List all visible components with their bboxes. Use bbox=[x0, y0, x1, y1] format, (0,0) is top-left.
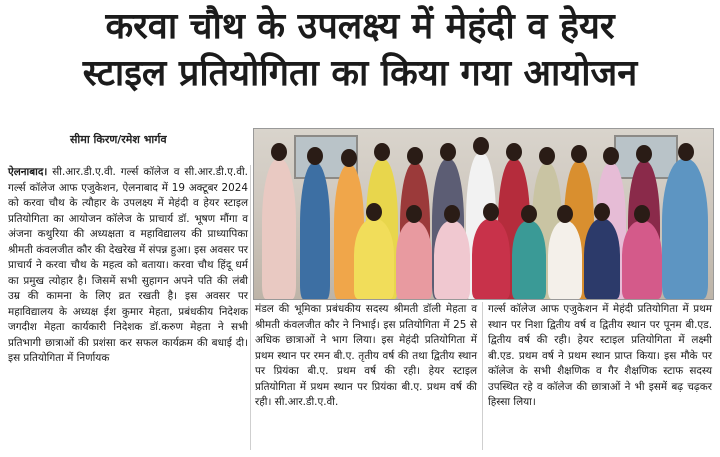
photo-person-head bbox=[406, 205, 422, 223]
column-divider bbox=[482, 302, 483, 450]
photo-person-head bbox=[473, 137, 489, 155]
photo-person-head bbox=[521, 205, 537, 223]
photo-person bbox=[512, 221, 546, 299]
photo-person-head bbox=[571, 145, 587, 163]
photo-person-head bbox=[594, 203, 610, 221]
headline bbox=[0, 4, 720, 98]
photo-person-head bbox=[307, 147, 323, 165]
photo-person bbox=[434, 221, 470, 299]
article-column-1 bbox=[8, 165, 248, 367]
photo-person-head bbox=[341, 149, 357, 167]
photo-person bbox=[300, 163, 330, 299]
photo-person-head bbox=[678, 143, 694, 161]
photo-person-head bbox=[506, 143, 522, 161]
photo-person-head bbox=[634, 205, 650, 223]
byline: सीमा किरण/रमेश भार्गव bbox=[70, 133, 167, 146]
photo-person bbox=[584, 219, 620, 299]
photo-person-head bbox=[444, 205, 460, 223]
photo-person bbox=[262, 159, 296, 299]
article-column-3: गर्ल्स कॉलेज आफ एजुकेशन में मेहंदी प्रतियोगिता में प्रथम स्थान पर निशा द्वितीय वर्ष व द्वितीय स्थान पर पूनम बी.एड. द्वितीय वर्ष की रही। हेयर स्टाइल प्रतियोगिता में लक्ष्मी बी.एड. प्रथम वर्ष ने प्रथम स्थान प्राप्त किया। इस मौके पर कॉलेज के सभी शैक्षणिक व गैर शैक्षणिक स्टाफ सदस्य उपस्थित रहे व कॉलेज की छात्राओं ने भी इसमें बढ़ चढ़कर हिस्सा लिया। bbox=[488, 303, 712, 408]
photo-person-head bbox=[271, 143, 287, 161]
photo-person-head bbox=[636, 145, 652, 163]
photo-person bbox=[396, 221, 432, 299]
dateline: ऐलनाबाद। bbox=[8, 166, 48, 178]
photo-person bbox=[354, 219, 394, 299]
photo-person bbox=[662, 159, 708, 299]
photo-person-head bbox=[440, 143, 456, 161]
photo-person-head bbox=[557, 205, 573, 223]
photo-person bbox=[472, 219, 510, 299]
photo-person-head bbox=[539, 147, 555, 165]
photo-person-head bbox=[483, 203, 499, 221]
photo-person-head bbox=[407, 147, 423, 165]
article-column-2: मंडल की भूमिका प्रबंधकीय सदस्य श्रीमती डॉली मेहता व श्रीमती कंवलजीत कौर ने निभाई। इस प्रतियोगिता में 25 से अधिक छात्राओं ने भाग लिया। इस मेहंदी प्रतियोगिता में प्रथम स्थान पर रमन बी.ए. तृतीय वर्ष की तथा द्वितीय स्थान पर प्रियंका बी.ए. प्रथम वर्ष की रही। हेयर स्टाइल प्रतियोगिता में प्रथम स्थान पर प्रियंका बी.ए. प्रथम वर्ष की रही। सी.आर.डी.ए.वी. bbox=[255, 303, 477, 408]
photo-person bbox=[548, 221, 582, 299]
news-photo bbox=[253, 128, 714, 300]
photo-person-head bbox=[366, 203, 382, 221]
photo-person-head bbox=[603, 147, 619, 165]
photo-person-head bbox=[374, 143, 390, 161]
photo-person bbox=[622, 221, 662, 299]
article-text: सी.आर.डी.ए.वी. गर्ल्स कॉलेज व सी.आर.डी.ए.वी. गर्ल्स कॉलेज आफ एजुकेशन, ऐलनाबाद में 19 अक्टूबर 2024 को करवा चौथ के त्यौहार के उपलक्ष्य में मेहंदी व हेयर स्टाइल प्रतियोगिता का आयोजन कॉलेज के प्राचार्य डॉ. भूषण मौंगा व अंजना कथुरिया की अध्यक्षता व महाविद्यालय की प्राध्यापिका श्रीमती कंवलजीत कौर की देखरेख में संपन्न हुआ। इस अवसर पर प्राचार्य ने करवा चौथ के महत्व को बताया। करवा चौथ हिंदू धर्म का प्रमुख त्योहार है। जिसमें सभी सुहागन अपने पति की लंबी उम्र की कामना के लिए व्रत रखती है। इस अवसर पर महाविद्यालय के अध्यक्ष ईश कुमार मेहता, प्रबंधकीय निदेशक जगदीश मेहता कार्यकारी निदेशक डॉ.करुण मेहता ने सभी प्रतिभागी छात्राओं की प्रशंसा कर सफल कार्यक्रम की बधाई दी। इस प्रतियोगिता में निर्णायक bbox=[8, 166, 248, 364]
headline-line-2: स्टाइल प्रतियोगिता का किया गया आयोजन bbox=[82, 53, 638, 94]
column-divider bbox=[250, 165, 251, 450]
headline-line-1: करवा चौथ के उपलक्ष्य में मेहंदी व हेयर bbox=[105, 6, 615, 47]
